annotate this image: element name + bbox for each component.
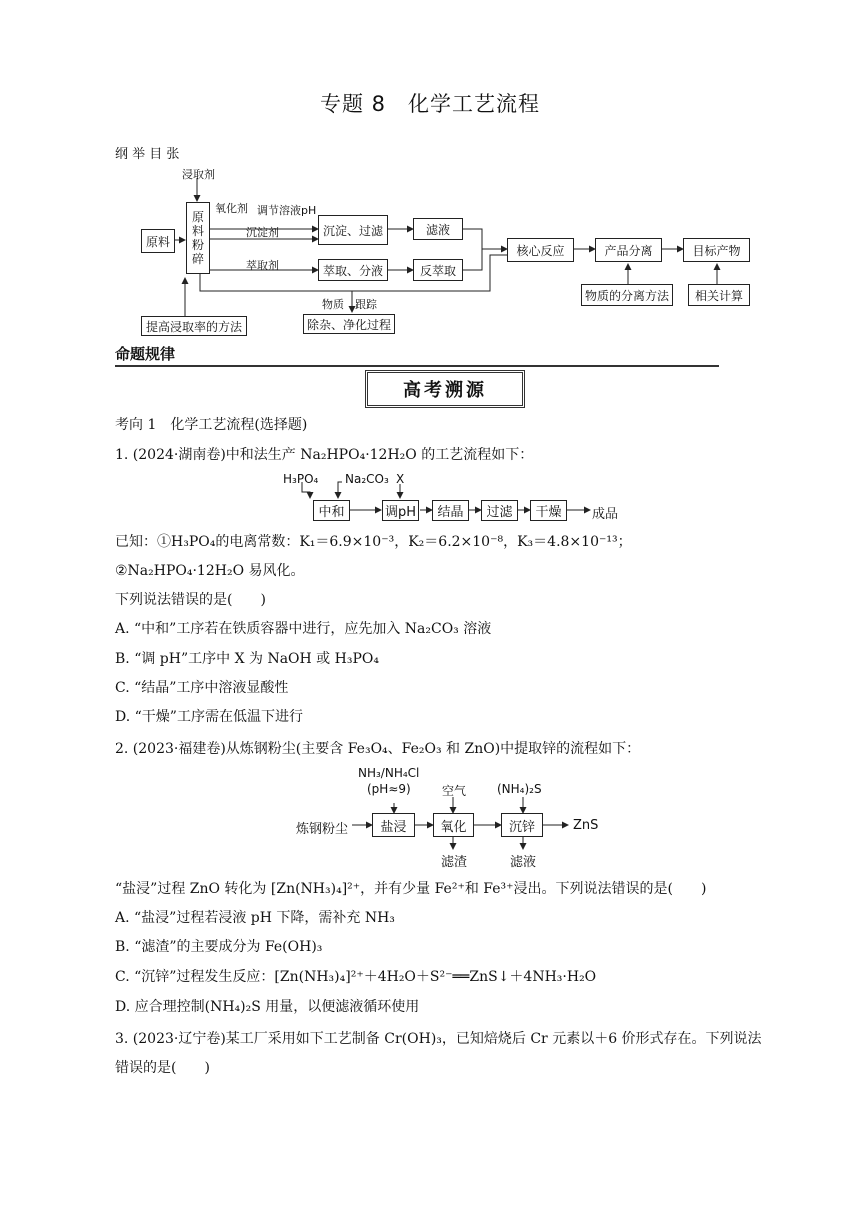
q1-option-d: D. “干燥”工序需在低温下进行 <box>115 709 303 725</box>
outline-label: 纲 举 目 张 <box>115 147 180 162</box>
q2-step2: 氧化 <box>433 813 474 837</box>
q1-in1: H₃PO₄ <box>283 472 319 486</box>
q3-line1: 3. (2023·辽宁卷)某工厂采用如下工艺制备 Cr(OH)₃，已知焙烧后 Cr 元素以＋6 价形式存在。下列说法 <box>115 1031 762 1047</box>
raw-material-box: 原料 <box>141 229 175 253</box>
target-product-box: 目标产物 <box>683 238 750 262</box>
q1-ask: 下列说法错误的是( ) <box>115 592 266 608</box>
product-sep-box: 产品分离 <box>595 238 662 262</box>
q2-reagent1b: (pH≈9) <box>367 782 411 796</box>
q1-step4: 过滤 <box>481 500 518 521</box>
q2-step1: 盐浸 <box>372 813 415 837</box>
q2-waste1: 滤渣 <box>441 855 468 870</box>
q1-option-a: A. “中和”工序若在铁质容器中进行，应先加入 Na₂CO₃ 溶液 <box>115 621 492 637</box>
extract-sep-box: 萃取、分液 <box>318 259 388 281</box>
q1-known1: 已知：①H₃PO₄的电离常数：K₁＝6.9×10⁻³，K₂＝6.2×10⁻⁸，K₃＝4.8×10⁻¹³； <box>115 534 632 550</box>
filtrate-box: 滤液 <box>413 218 463 240</box>
q1-step2: 调pH <box>382 500 419 521</box>
q2-option-d: D. 应合理控制(NH₄)₂S 用量，以便滤液循环使用 <box>115 999 420 1015</box>
precip-filter-box: 沉淀、过滤 <box>318 215 388 245</box>
q2-option-a: A. “盐浸”过程若浸液 pH 下降，需补充 NH₃ <box>115 910 395 926</box>
precipitant-label: 沉淀剂 <box>246 226 279 239</box>
q2-reagent1a: NH₃/NH₄Cl <box>358 766 420 780</box>
q2-stem: 2. (2023·福建卷)从炼钢粉尘(主要含 Fe₃O₄、Fe₂O₃ 和 ZnO)中提取锌的流程如下： <box>115 741 641 757</box>
q1-option-c: C. “结晶”工序中溶液显酸性 <box>115 680 289 696</box>
crush-box: 原 料 粉 碎 <box>186 202 210 274</box>
oxidant-label: 氧化剂 <box>215 202 248 215</box>
q2-reagent3: (NH₄)₂S <box>497 782 542 796</box>
page-title: 专题 8 化学工艺流程 <box>319 92 541 116</box>
q1-in2: Na₂CO₃ <box>345 472 389 486</box>
q1-step1: 中和 <box>313 500 350 521</box>
extract-agent-label: 萃取剂 <box>246 259 279 272</box>
calc-box: 相关计算 <box>688 284 750 306</box>
q1-step3: 结晶 <box>432 500 469 521</box>
q1-step5: 干燥 <box>530 500 567 521</box>
topic-heading: 考向 1 化学工艺流程(选择题) <box>115 417 308 433</box>
q1-in3: X <box>396 472 405 486</box>
q1-output: 成品 <box>592 507 619 522</box>
core-reaction-box: 核心反应 <box>507 238 574 262</box>
q1-known2: ②Na₂HPO₄·12H₂O 易风化。 <box>115 563 305 579</box>
banner: 高考溯源 <box>365 370 525 408</box>
adjust-ph-label: 调节溶液pH <box>257 204 317 217</box>
back-extract-box: 反萃取 <box>413 259 463 281</box>
sep-method-box: 物质的分离方法 <box>581 284 673 306</box>
q3-line2: 错误的是( ) <box>115 1060 210 1076</box>
q1-option-b: B. “调 pH”工序中 X 为 NaOH 或 H₃PO₄ <box>115 651 379 667</box>
purify-box: 除杂、净化过程 <box>303 314 395 334</box>
q2-start: 炼钢粉尘 <box>296 822 349 837</box>
q2-option-c: C. “沉锌”过程发生反应：[Zn(NH₃)₄]²⁺＋4H₂O＋S²⁻══ZnS↓＋4NH₃·H₂O <box>115 969 597 985</box>
q2-reagent2: 空气 <box>442 784 467 798</box>
divider <box>115 365 719 367</box>
extractant-label: 浸取剂 <box>182 168 215 181</box>
track-label: 物质 跟踪 <box>322 298 377 311</box>
q2-step3: 沉锌 <box>501 813 543 837</box>
q2-waste2: 滤液 <box>510 855 537 870</box>
q2-description: “盐浸”过程 ZnO 转化为 [Zn(NH₃)₄]²⁺，并有少量 Fe²⁺和 Fe³⁺浸出。下列说法错误的是( ) <box>115 881 707 897</box>
q2-output: ZnS <box>573 818 599 833</box>
q2-option-b: B. “滤渣”的主要成分为 Fe(OH)₃ <box>115 939 323 955</box>
overview-flowchart <box>130 160 760 340</box>
q1-stem: 1. (2024·湖南卷)中和法生产 Na₂HPO₄·12H₂O 的工艺流程如下： <box>115 447 534 463</box>
leach-rate-box: 提高浸取率的方法 <box>141 316 247 336</box>
section-heading: 命题规律 <box>115 345 176 363</box>
